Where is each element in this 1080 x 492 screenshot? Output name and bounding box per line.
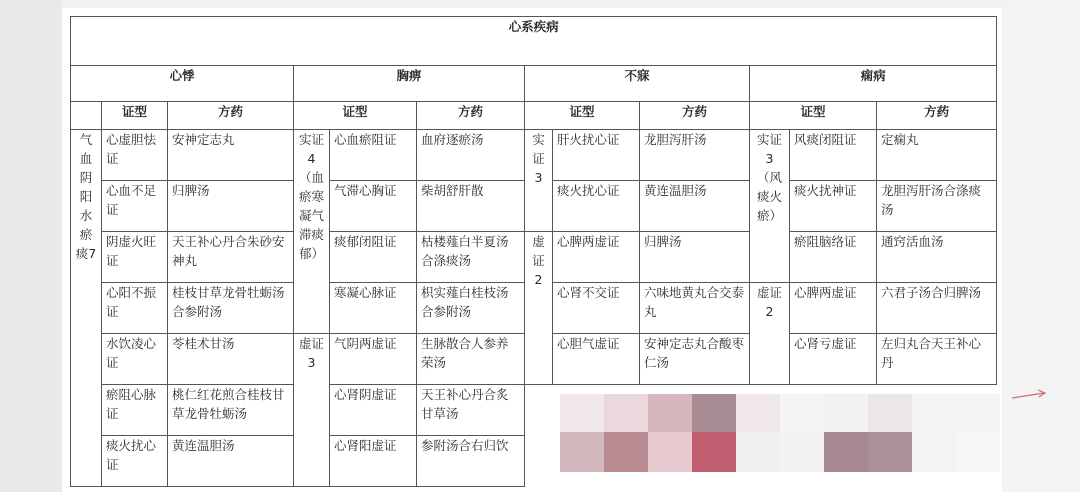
syndrome-cell: 心脾两虚证 <box>553 232 640 283</box>
subheader-prescription: 方药 <box>640 102 750 130</box>
table-title: 心系疾病 <box>71 17 997 66</box>
syndrome-cell: 寒凝心脉证 <box>330 283 417 334</box>
section-chest-bi: 胸痹 <box>294 66 525 102</box>
section-epilepsy: 痫病 <box>750 66 997 102</box>
prescription-cell: 血府逐瘀汤 <box>417 130 525 181</box>
prescription-cell: 通窍活血汤 <box>877 232 997 283</box>
subheader-syndrome: 证型 <box>750 102 877 130</box>
prescription-cell: 参附汤合右归饮 <box>417 436 525 487</box>
prescription-cell: 桃仁红花煎合桂枝甘草龙骨牡蛎汤 <box>168 385 294 436</box>
prescription-cell: 六君子汤合归脾汤 <box>877 283 997 334</box>
epilepsy-excess-group: 实证3（风痰火瘀） <box>750 130 790 283</box>
subheader-syndrome: 证型 <box>525 102 640 130</box>
syndrome-cell: 痰郁闭阻证 <box>330 232 417 283</box>
prescription-cell: 安神定志丸合酸枣仁汤 <box>640 334 750 385</box>
syndrome-cell: 心虚胆怯证 <box>102 130 168 181</box>
syndrome-cell: 心胆气虚证 <box>553 334 640 385</box>
prescription-cell: 定痫丸 <box>877 130 997 181</box>
epilepsy-deficiency-group: 虚证2 <box>750 283 790 385</box>
prescription-cell: 六味地黄丸合交泰丸 <box>640 283 750 334</box>
syndrome-cell: 心血不足证 <box>102 181 168 232</box>
prescription-cell: 枯楼薤白半夏汤合涤痰汤 <box>417 232 525 283</box>
syndrome-cell: 痰火扰神证 <box>790 181 877 232</box>
prescription-cell: 柴胡舒肝散 <box>417 181 525 232</box>
chestbi-excess-group: 实证4（血瘀寒凝气滞痰郁） <box>294 130 330 334</box>
subheader-prescription: 方药 <box>417 102 525 130</box>
syndrome-cell: 心血瘀阻证 <box>330 130 417 181</box>
syndrome-cell: 心阳不振证 <box>102 283 168 334</box>
syndrome-cell: 痰火扰心证 <box>553 181 640 232</box>
palpitation-group-label: 气血阴阳水瘀痰7 <box>71 130 102 487</box>
syndrome-cell: 心肾亏虚证 <box>790 334 877 385</box>
subheader-syndrome: 证型 <box>102 102 168 130</box>
chestbi-deficiency-group: 虚证3 <box>294 334 330 487</box>
prescription-cell: 安神定志丸 <box>168 130 294 181</box>
subheader-blank <box>71 102 102 130</box>
mosaic-redaction <box>560 386 1000 478</box>
syndrome-cell: 气阴两虚证 <box>330 334 417 385</box>
insomnia-excess-group: 实证3 <box>525 130 553 232</box>
syndrome-cell: 瘀阻心脉证 <box>102 385 168 436</box>
prescription-cell: 归脾汤 <box>640 232 750 283</box>
prescription-cell: 黄连温胆汤 <box>640 181 750 232</box>
page-margin-right <box>1002 0 1080 492</box>
prescription-cell: 归脾汤 <box>168 181 294 232</box>
syndrome-cell: 心肾不交证 <box>553 283 640 334</box>
arrow-right-icon <box>1012 388 1048 402</box>
syndrome-cell: 心脾两虚证 <box>790 283 877 334</box>
subheader-prescription: 方药 <box>877 102 997 130</box>
section-palpitation: 心悸 <box>71 66 294 102</box>
syndrome-cell: 心肾阴虚证 <box>330 385 417 436</box>
prescription-cell: 天王补心丹合炙甘草汤 <box>417 385 525 436</box>
prescription-cell: 苓桂术甘汤 <box>168 334 294 385</box>
prescription-cell: 天王补心丹合朱砂安神丸 <box>168 232 294 283</box>
prescription-cell: 龙胆泻肝汤合涤痰汤 <box>877 181 997 232</box>
prescription-cell: 左归丸合天王补心丹 <box>877 334 997 385</box>
prescription-cell: 龙胆泻肝汤 <box>640 130 750 181</box>
section-insomnia: 不寐 <box>525 66 750 102</box>
insomnia-deficiency-group: 虚证2 <box>525 232 553 385</box>
prescription-cell: 桂枝甘草龙骨牡蛎汤合参附汤 <box>168 283 294 334</box>
syndrome-cell: 风痰闭阻证 <box>790 130 877 181</box>
syndrome-cell: 阴虚火旺证 <box>102 232 168 283</box>
subheader-prescription: 方药 <box>168 102 294 130</box>
syndrome-cell: 心肾阳虚证 <box>330 436 417 487</box>
subheader-syndrome: 证型 <box>294 102 417 130</box>
syndrome-cell: 水饮凌心证 <box>102 334 168 385</box>
prescription-cell: 黄连温胆汤 <box>168 436 294 487</box>
syndrome-cell: 肝火扰心证 <box>553 130 640 181</box>
prescription-cell: 生脉散合人参养荣汤 <box>417 334 525 385</box>
page-margin-left <box>0 0 62 492</box>
prescription-cell: 枳实薤白桂枝汤合参附汤 <box>417 283 525 334</box>
syndrome-cell: 瘀阻脑络证 <box>790 232 877 283</box>
syndrome-cell: 气滞心胸证 <box>330 181 417 232</box>
syndrome-cell: 痰火扰心证 <box>102 436 168 487</box>
